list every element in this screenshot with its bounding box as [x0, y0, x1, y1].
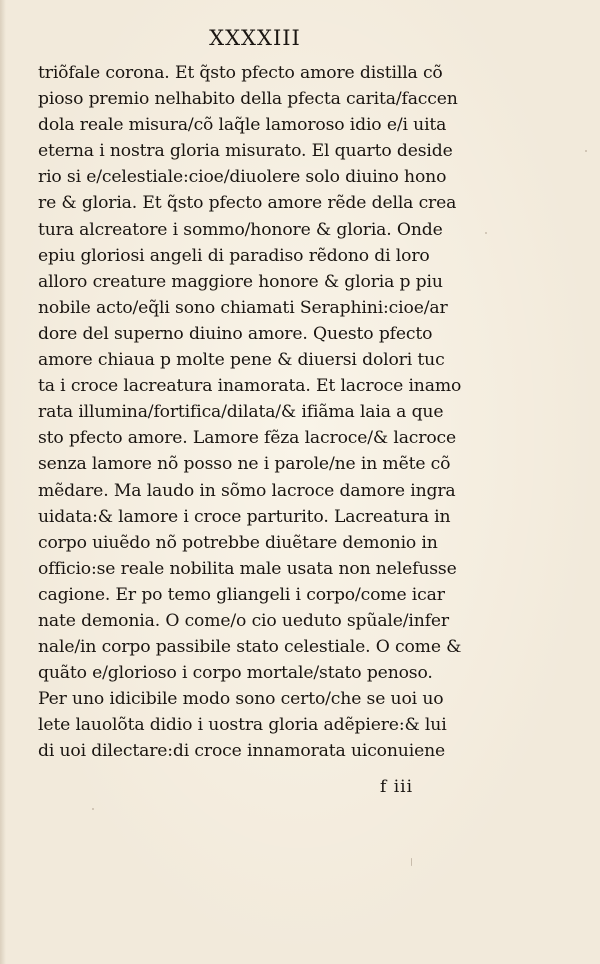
- paper-speck: [585, 150, 587, 152]
- text-line: ta i croce lacreatura inamorata. Et lacroce inamo: [38, 376, 462, 397]
- text-line: triõfale corona. Et q̃sto pfecto amore distilla cõ: [38, 63, 443, 83]
- folio-heading: XXXXIII: [209, 26, 301, 50]
- text-line: corpo uiuẽdo nõ potrebbe diuẽtare demonio in: [38, 532, 438, 553]
- text-line: di uoi dilectare:di croce innamorata uiconuiene: [38, 741, 446, 762]
- text-line: alloro creature maggiore honore & gloria p piu: [38, 271, 443, 292]
- text-line: pioso premio nelhabito della pfecta carita/faccen: [38, 89, 458, 110]
- text-line: dore del superno diuino amore. Questo pfecto: [38, 323, 433, 344]
- text-line: nate demonia. O come/o cio ueduto spũale/infer: [38, 610, 449, 631]
- text-line: re & gloria. Et q̃sto pfecto amore rẽde della crea: [38, 193, 457, 214]
- text-line: rio si e/celestiale:cioe/diuolere solo diuino hono: [38, 167, 447, 188]
- text-line: tura alcreatore i sommo/honore & gloria. Onde: [38, 219, 443, 240]
- text-line: amore chiaua p molte pene & diuersi dolori tuc: [38, 350, 445, 371]
- text-line: eterna i nostra gloria misurato. El quarto deside: [38, 141, 453, 162]
- text-line: mẽdare. Ma laudo in sõmo lacroce damore ingra: [38, 480, 456, 501]
- text-line: lete lauolõta didio i uostra gloria adẽpiere:& lui: [38, 715, 447, 736]
- text-line: sto pfecto amore. Lamore fẽza lacroce/& lacroce: [38, 428, 457, 449]
- text-line: officio:se reale nobilita male usata non nelefusse: [38, 558, 457, 579]
- text-line: quãto e/glorioso i corpo mortale/stato penoso.: [38, 663, 433, 684]
- text-line: senza lamore nõ posso ne i parole/ne in mẽte cõ: [38, 454, 451, 475]
- text-line: dola reale misura/cõ laq̃le lamoroso idio e/i uita: [38, 115, 447, 136]
- signature-mark: f iii: [380, 777, 414, 797]
- paper-speck: [411, 858, 412, 866]
- page-edge-shadow: [0, 0, 6, 964]
- text-line: uidata:& lamore i croce parturito. Lacreatura in: [38, 506, 451, 527]
- text-block: [38, 60, 478, 765]
- text-line: nale/in corpo passibile stato celestiale. O come &: [38, 637, 462, 658]
- paper-speck: [92, 808, 94, 810]
- paper-speck: [485, 232, 487, 234]
- text-line: rata illumina/fortifica/dilata/& ifiãma laia a que: [38, 402, 444, 423]
- text-line: cagione. Er po temo gliangeli i corpo/come icar: [38, 584, 445, 605]
- text-line: nobile acto/eq̃li sono chiamati Seraphini:cioe/ar: [38, 297, 448, 318]
- text-line: Per uno idicibile modo sono certo/che se uoi uo: [38, 689, 444, 710]
- text-line: epiu gloriosi angeli di paradiso rẽdono di loro: [38, 245, 430, 266]
